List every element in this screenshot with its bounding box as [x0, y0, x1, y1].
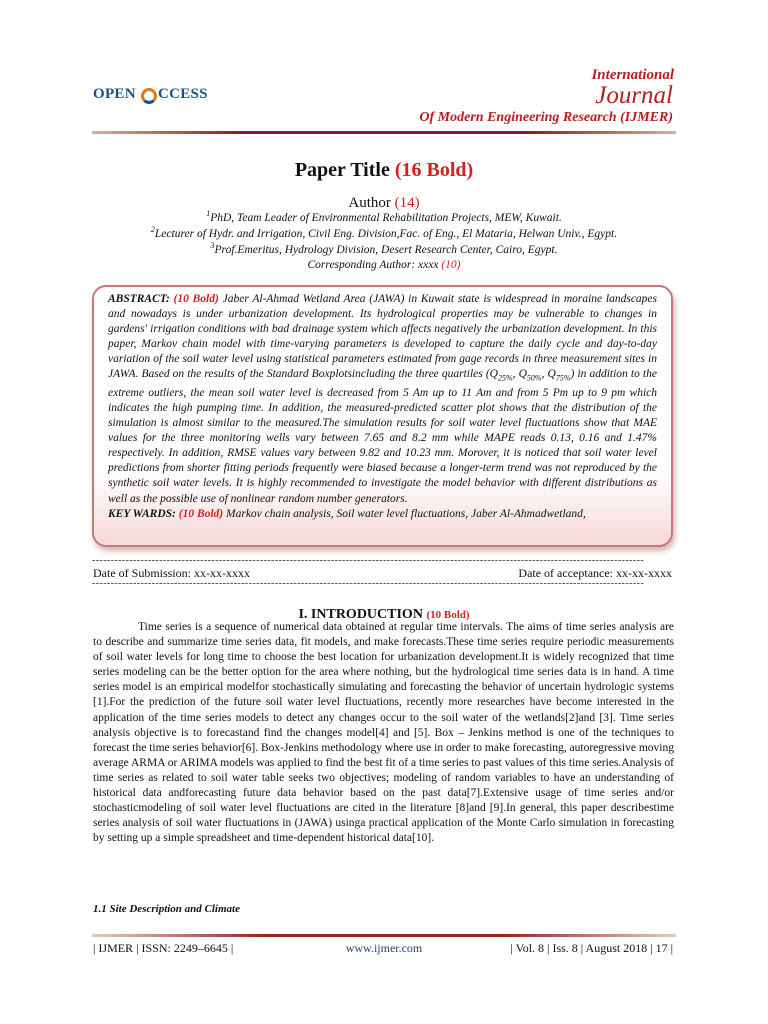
affiliation-2-text: Lecturer of Hydr. and Irrigation, Civil Eng. Division,Fac. of Eng., El Mataria, Helwan Univ., Egypt.: [154, 228, 618, 240]
subsection-heading: 1.1 Site Description and Climate: [93, 903, 240, 915]
author-spec: (14): [394, 195, 420, 211]
abstract-sep-1: , Q: [512, 368, 527, 381]
keywords-label: KEY WARDS:: [108, 507, 176, 520]
paper-title: [0, 159, 768, 182]
abstract-box: [92, 285, 673, 547]
introduction-heading-spec: (10 Bold): [426, 609, 470, 621]
open-access-logo: [93, 86, 208, 103]
footer-website-link[interactable]: www.ijmer.com: [345, 941, 423, 955]
affiliation-1-text: PhD, Team Leader of Environmental Rehabilitation Projects, MEW, Kuwait.: [210, 212, 562, 224]
paper-title-text: Paper Title: [294, 159, 390, 181]
journal-header-journal: Journal: [595, 82, 673, 109]
introduction-body: Time series is a sequence of numerical data obtained at regular time intervals. The aims of time series analysis are to describe and summarize time series data, fit models, and make forecasts.These time series require periodic measurements of soil water levels for long time to choose the best location for urbanization development.It is widely recognized that time series modeling can be the better option for the area where nothing, but the hydrological time series data is in hand. A time series model is an empirical modelfor stochastically simulating and forecasting the behavior of uncertain hydrologic systems [1].For the prediction of the future soil water level fluctuations, recently more researches have become interested in the application of the time series models to detect any changes occur to the soil water of the wetlands[2]and [3]. Time series analysis objective is to forecastand find the changes model[4] and [5]. Box – Jenkins method is one of the techniques to forecast the time series behavior[6]. Box-Jenkins methodology where use in order to make forecasting, autoregressive moving average ARMA or ARIMA models was applied to find the best fit of a time series to past values of this time series.Analysis of time series as related to soil water table seeks two objectives; modeling of random variables to have an understanding of historical data andforecasting future data behavior based on the past data[7].Extensive usage of time series and/or stochasticmodeling of soil water level fluctuations are cited in the literature [8]and [9].In general, this paper describestime series analysis of soil water fluctuations in (JAWA) usinga practical application of the Monte Carlo simulation in forecasting by setting up a simple spreadsheet and time-dependent historical data[10].: [93, 621, 674, 845]
logo-open-text: OPEN: [93, 86, 136, 102]
abstract-spec: (10 Bold): [173, 293, 219, 305]
open-access-icon: [141, 88, 157, 104]
date-of-submission: Date of Submission: xx-xx-xxxx: [93, 566, 250, 580]
corresponding-author: [0, 259, 768, 271]
footer-issn: | IJMER | ISSN: 2249–6645 |: [93, 941, 234, 955]
journal-header-name: Of Modern Engineering Research (IJMER): [419, 110, 673, 125]
journal-header-international: International: [591, 67, 674, 83]
author-line: [0, 195, 768, 212]
affiliation-3: [0, 241, 768, 256]
abstract-sep-2: , Q: [541, 368, 556, 381]
affiliation-1: [0, 209, 768, 224]
abstract-label: ABSTRACT:: [108, 293, 170, 305]
dashed-separator-bottom: ----------------------------------------------------------------------------------------------------------------------------------------------------: [92, 578, 645, 589]
abstract-text-b: ) in addition to the extreme outliers, the mean soil water level is decreased from 5 Am up to 11 Am and from 5 Pm up to 9 pm which indicates the high pumping time. In addition, the measured-predicted scatter plot shows that the distribution of the simulation is almost similar to the measured.The simulation results for soil water level fluctuations show that MAE values for the three monitoring wells vary between 7.65 and 8.2 mm while MAPE reads 0.13, 0.16 and 1.47% respectively. In addition, RMSE values vary between 9.82 and 10.23 mm. Morover, it is noticed that soil water level predictions from shorter fitting periods frequently were biased because a longer-term trend was not reproduced by the synthetic soil water levels. It is highly recommended to investigate the model behavior with different distributions as well as the possible use of nonlinear random number generators.: [108, 368, 657, 505]
corresponding-author-text: Corresponding Author: xxxx: [307, 259, 439, 271]
date-of-acceptance: Date of acceptance: xx-xx-xxxx: [518, 566, 672, 580]
paper-title-spec: (16 Bold): [394, 159, 474, 181]
affiliation-1-sup: 1: [206, 209, 211, 219]
abstract-text-a: Jaber Al-Ahmad Wetland Area (JAWA) in Kuwait state is widespread in moraine landscapes and nowadays is under urbanization development. Its hydrological properties may be vulnerable to changes in gardens' irrigation conditions with bad drainage system which affects negatively the urbanization development. In this paper, Markov chain model with time-varying parameters is developed to capture the daily cycle and day-to-day variation of the soil water level using statistical parameters estimated from gage records in three measurement sites in JAWA. Based on the results of the Standard Boxplotsincluding the three quartiles (Q: [108, 293, 658, 381]
quartile-75: 75%: [555, 373, 571, 383]
affiliation-2-sup: 2: [150, 225, 155, 235]
logo-access-text: CCESS: [157, 86, 208, 102]
quartile-25: 25%: [497, 373, 513, 383]
affiliation-3-sup: 3: [210, 241, 215, 251]
header-divider: [92, 131, 676, 134]
footer-divider: [92, 934, 676, 937]
keywords-spec: (10 Bold): [178, 507, 224, 520]
abstract-paragraph: [108, 292, 657, 522]
dashed-separator-top: ----------------------------------------------------------------------------------------------------------------------------------------------------: [92, 555, 645, 566]
affiliation-3-text: Prof.Emeritus, Hydrology Division, Desert Research Center, Cairo, Egypt.: [214, 244, 558, 256]
corresponding-author-spec: (10): [441, 259, 461, 271]
author-text: Author: [348, 195, 391, 211]
quartile-50: 50%: [526, 373, 542, 383]
introduction-heading-text: I. INTRODUCTION: [298, 607, 423, 622]
footer-volume-info: | Vol. 8 | Iss. 8 | August 2018 | 17 |: [510, 941, 673, 955]
keywords-text: Markov chain analysis, Soil water level fluctuations, Jaber Al-Ahmadwetland,: [226, 507, 586, 520]
affiliation-2: [0, 225, 768, 240]
